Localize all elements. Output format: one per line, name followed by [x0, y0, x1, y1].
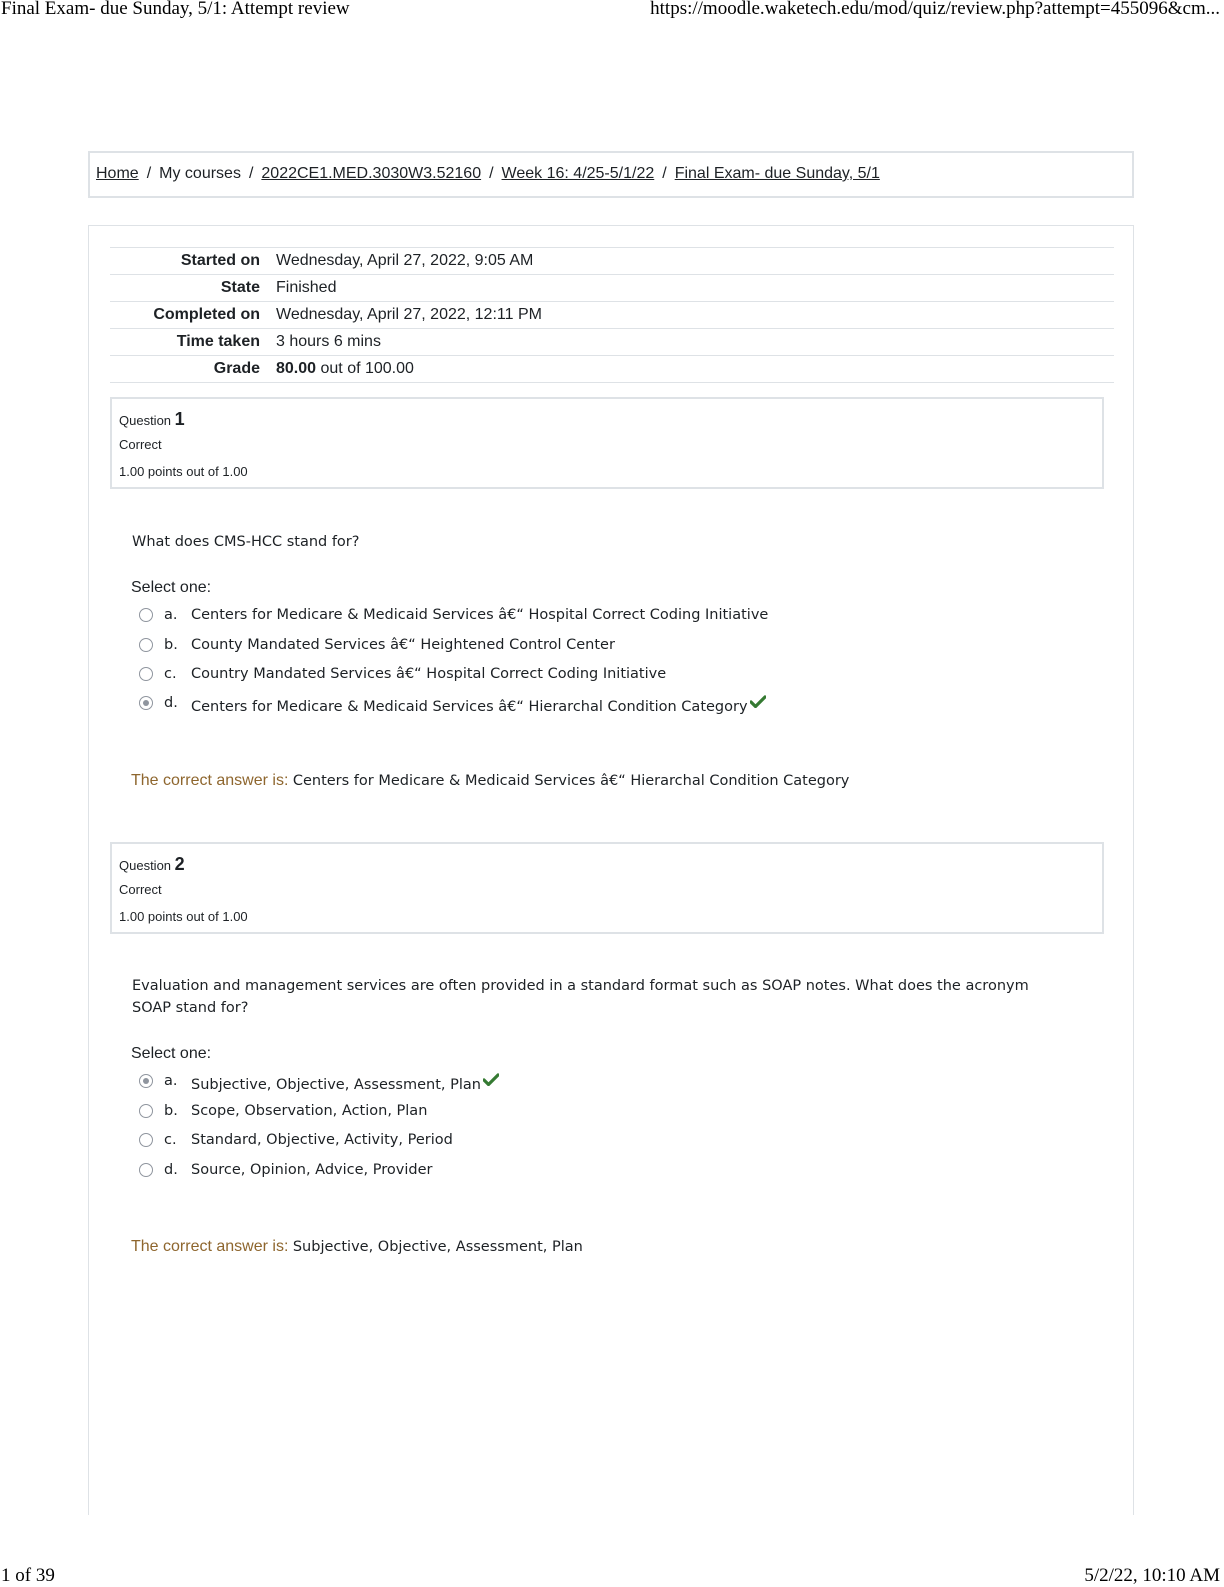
attempt-summary-table	[110, 247, 1114, 383]
breadcrumb-home-link[interactable]: Home	[96, 165, 139, 182]
option-letter: d.	[164, 1162, 178, 1178]
completed-value: Wednesday, April 27, 2022, 12:11 PM	[276, 302, 1114, 329]
option-text-value: Subjective, Objective, Assessment, Plan	[191, 1077, 481, 1093]
radio-button-selected[interactable]	[139, 1074, 153, 1088]
question-number	[119, 409, 185, 430]
option-text: Country Mandated Services â€“ Hospital Correct Coding Initiative	[191, 666, 667, 682]
time-taken-label: Time taken	[110, 329, 276, 356]
summary-row-grade	[110, 356, 1114, 383]
question-prefix: Question	[119, 413, 172, 428]
grade-out-of: out of 100.00	[320, 360, 414, 377]
summary-row-started	[110, 248, 1114, 275]
grade-value	[276, 356, 1114, 383]
breadcrumb-separator: /	[146, 165, 152, 182]
question-number-value: 1	[174, 409, 185, 429]
time-taken-value: 3 hours 6 mins	[276, 329, 1114, 356]
radio-button[interactable]	[139, 638, 153, 652]
question-1-text: What does CMS-HCC stand for?	[132, 534, 360, 550]
option-text	[191, 695, 766, 715]
breadcrumb-quiz-link[interactable]: Final Exam- due Sunday, 5/1	[674, 165, 880, 182]
question-1-select-prompt: Select one:	[131, 579, 212, 596]
breadcrumb-my-courses: My courses	[159, 165, 241, 182]
question-state: Correct	[119, 437, 162, 452]
option-letter: b.	[164, 1103, 178, 1119]
question-state: Correct	[119, 882, 162, 897]
radio-button[interactable]	[139, 1104, 153, 1118]
print-header	[0, 0, 1224, 24]
summary-row-state	[110, 275, 1114, 302]
print-url: https://moodle.waketech.edu/mod/quiz/review.php?attempt=455096&cm...	[650, 0, 1220, 19]
summary-row-time	[110, 329, 1114, 356]
breadcrumb-separator: /	[662, 165, 667, 182]
radio-button[interactable]	[139, 1163, 153, 1177]
print-datetime: 5/2/22, 10:10 AM	[1084, 1565, 1220, 1586]
question-1-right-answer	[131, 772, 849, 790]
print-title: Final Exam- due Sunday, 5/1: Attempt review	[1, 0, 350, 19]
check-icon	[750, 695, 766, 708]
option-letter: a.	[164, 607, 178, 623]
summary-row-completed	[110, 302, 1114, 329]
started-value: Wednesday, April 27, 2022, 9:05 AM	[276, 248, 1114, 275]
state-value: Finished	[276, 275, 1114, 302]
question-number	[119, 854, 185, 875]
breadcrumb	[96, 165, 880, 183]
question-number-value: 2	[174, 854, 185, 874]
question-2-right-answer	[131, 1238, 583, 1256]
option-text: County Mandated Services â€“ Heightened Control Center	[191, 637, 615, 653]
radio-button[interactable]	[139, 1133, 153, 1147]
option-letter: a.	[164, 1073, 178, 1089]
option-text: Standard, Objective, Activity, Period	[191, 1132, 453, 1148]
option-text: Centers for Medicare & Medicaid Services â€“ Hospital Correct Coding Initiative	[191, 607, 769, 623]
breadcrumb-week-link[interactable]: Week 16: 4/25-5/1/22	[501, 165, 655, 182]
radio-button[interactable]	[139, 608, 153, 622]
state-label: State	[110, 275, 276, 302]
option-letter: c.	[164, 666, 177, 682]
question-grade: 1.00 points out of 1.00	[119, 909, 248, 924]
option-letter: c.	[164, 1132, 177, 1148]
completed-label: Completed on	[110, 302, 276, 329]
breadcrumb-separator: /	[248, 165, 254, 182]
question-1-info	[110, 397, 1104, 489]
question-2-info	[110, 842, 1104, 934]
started-label: Started on	[110, 248, 276, 275]
option-text	[191, 1073, 499, 1093]
option-text: Source, Opinion, Advice, Provider	[191, 1162, 433, 1178]
option-text: Scope, Observation, Action, Plan	[191, 1103, 428, 1119]
grade-label: Grade	[110, 356, 276, 383]
question-grade: 1.00 points out of 1.00	[119, 464, 248, 479]
page-number: 1 of 39	[1, 1565, 55, 1586]
right-answer-text: Subjective, Objective, Assessment, Plan	[292, 1239, 583, 1255]
breadcrumb-course-link[interactable]: 2022CE1.MED.3030W3.52160	[261, 165, 482, 182]
question-2-select-prompt: Select one:	[131, 1045, 212, 1062]
radio-button-selected[interactable]	[139, 696, 153, 710]
question-prefix: Question	[119, 858, 172, 873]
check-icon	[483, 1073, 499, 1086]
right-answer-text: Centers for Medicare & Medicaid Services â€“ Hierarchal Condition Category	[292, 773, 850, 789]
option-text-value: Centers for Medicare & Medicaid Services â€“ Hierarchal Condition Category	[191, 699, 748, 715]
grade-score: 80.00	[276, 360, 317, 377]
radio-button[interactable]	[139, 667, 153, 681]
option-letter: b.	[164, 637, 178, 653]
right-answer-label: The correct answer is:	[131, 1238, 289, 1255]
breadcrumb-container	[88, 151, 1134, 198]
breadcrumb-separator: /	[489, 165, 494, 182]
option-letter: d.	[164, 695, 178, 711]
question-2-text: Evaluation and management services are often provided in a standard format such as SOAP notes. What does the acronym SOAP stand for?	[132, 978, 1029, 1016]
right-answer-label: The correct answer is:	[131, 772, 289, 789]
